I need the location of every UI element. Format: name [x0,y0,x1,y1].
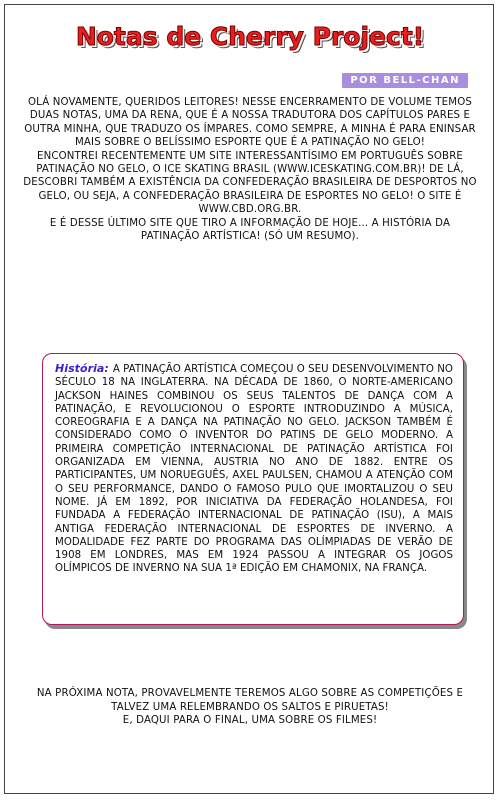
history-text: A PATINAÇÃO ARTÍSTICA COMEÇOU O SEU DESENVOLVIMENTO NO SÉCULO 18 NA INGLATERRA. NA DÉCADA DE 1860, O NORTE-AMERICANO JACKSON HAINES COMBINOU OS SEUS TALENTOS DE DANÇA COM A PATINAÇÃO, E REVOLUCIONOU O ESPORTE INTRODUZINDO A MÚSICA, COREOGRAFIA E A DANÇA NA PATINAÇÃO NO GELO. JACKSON TAMBÉM É CONSIDERADO COMO O INVENTOR DO PATINS DE GELO MODERNO. A PRIMEIRA COMPETIÇÃO INTERNACIONAL DE PATINAÇÃO ARTÍSTICA FOI ORGANIZADA EM VIENNA, AUSTRIA NO ANO DE 1882. ENTRE OS PARTICIPANTES, UM NORUEGUÊS, AXEL PAULSEN, CHAMOU A ATENÇÃO COM O SEU PERFORMANCE, DANDO O FAMOSO PULO QUE IMORTALIZOU O SEU NOME. JÁ EM 1892, POR INICIATIVA DA FEDERAÇÃO HOLANDESA, FOI FUNDADA A FEDERAÇÃO INTERNACIONAL DE PATINAÇÃO (ISU), A MAIS ANTIGA FEDERAÇÃO INTERNACIONAL DE ESPORTES DE INVERNO. A MODALIDADE FEZ PARTE DO PROGRAMA DAS OLÍMPIADAS DE VERÃO DE 1908 EM LONDRES, MAS EM 1924 PASSOU A INTEGRAR OS JOGOS OLÍMPICOS DE INVERNO NA SUA 1ª EDIÇÃO EM CHAMONIX, NA FRANÇA. [55,364,453,575]
history-box [42,353,464,625]
intro-paragraph: OLÁ NOVAMENTE, QUERIDOS LEITORES! NESSE ENCERRAMENTO DE VOLUME TEMOS DUAS NOTAS, UMA DA RENA, QUE É A NOSSA TRADUTORA DOS CAPÍTULOS PARES E OUTRA MINHA, QUE TRADUZO OS ÍMPARES. COMO SEMPRE, A MINHA É PARA ENINSAR MAIS SOBRE O BELÍSSIMO ESPORTE QUE É A PATINAÇÃO NO GELO! [24,97,476,149]
outro-paragraph: E, DAQUI PARA O FINAL, UMA SOBRE OS FILMES! [122,715,378,727]
history-label: História: [55,362,109,375]
intro-paragraph: E É DESSE ÚLTIMO SITE QUE TIRO A INFORMAÇÃO DE HOJE... A HISTÓRIA DA PATINAÇÃO ARTÍSTICA! (SÓ UM RESUMO). [49,217,451,243]
intro-text [22,96,478,243]
author-badge: POR BELL-CHAN [342,73,468,88]
outro-text [36,687,464,728]
intro-paragraph: ENCONTREI RECENTEMENTE UM SITE INTERESSANTÍSIMO EM PORTUGUÊS SOBRE PATINAÇÃO NO GELO, O ICE SKATING BRASIL (WWW.ICESKATING.COM.BR)! DE LÁ, DESCOBRI TAMBÉM A EXISTÊNCIA DA CONFEDERAÇÃO BRASILEIRA DE DESPORTOS NO GELO, OU SEJA, A CONFEDERAÇÃO BRASILEIRA DE ESPORTES NO GELO! O SITE É WWW.CBD.ORG.BR. [23,150,477,216]
page-title: Notas de Cherry Project! [75,22,425,51]
outro-paragraph: NA PRÓXIMA NOTA, PROVAVELMENTE TEREMOS ALGO SOBRE AS COMPETIÇÕES E TALVEZ UMA RELEMBRANDO OS SALTOS E PIRUETAS! [36,688,464,713]
